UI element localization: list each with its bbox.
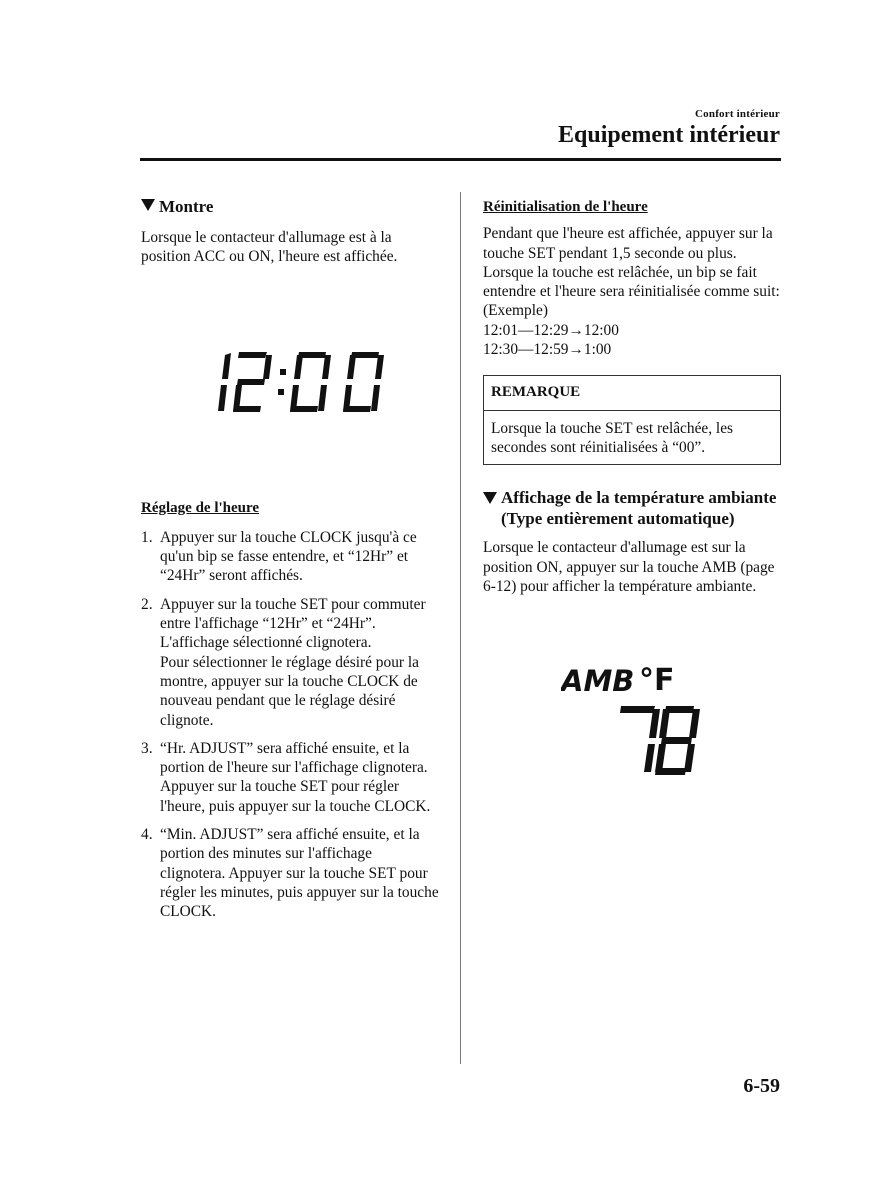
note-text: Lorsque la touche SET est relâchée, les secondes sont réinitialisées à “00”.	[491, 419, 734, 456]
section-category: Confort intérieur	[695, 108, 780, 120]
temperature-heading	[483, 487, 783, 529]
example-label: (Exemple)	[483, 302, 548, 320]
amb-value-digits	[620, 706, 700, 775]
page-number: 6-59	[743, 1075, 780, 1097]
step-text: Appuyer sur la touche CLOCK jusqu'à ce qu'un bip se fasse entendre, et “12Hr” et “24Hr” seront affichés.	[160, 528, 417, 585]
left-column	[141, 196, 441, 931]
amb-unit: °F	[639, 663, 675, 699]
right-column	[483, 196, 783, 776]
reset-heading: Réinitialisation de l'heure	[483, 199, 648, 215]
reset-text: Pendant que l'heure est affichée, appuyer sur la touche SET pendant 1,5 seconde ou plus. Lorsque la touche est relâchée, un bip se fait entendre et l'heure sera réinitialisée comme suit:	[483, 225, 780, 301]
step-number: 3.	[141, 739, 153, 757]
clock-heading	[141, 196, 441, 217]
step-text-continued: Pour sélectionner le réglage désiré pour la montre, appuyer sur la touche CLOCK de nouveau pendant que le réglage désiré clignote.	[160, 653, 419, 729]
temperature-text: Lorsque le contacteur d'allumage est sur la position ON, appuyer sur la touche AMB (page 6-12) pour afficher la température ambiante.	[483, 539, 775, 595]
page-title: Equipement intérieur	[558, 122, 780, 148]
clock-heading-text: Montre	[159, 197, 214, 216]
step-text: Appuyer sur la touche SET pour commuter entre l'affichage “12Hr” et “24Hr”. L'affichage sélectionné clignotera.	[160, 595, 426, 652]
step-number: 1.	[141, 528, 153, 546]
clock-display-illustration	[211, 349, 391, 415]
temperature-heading-text: Affichage de la température ambiante (Type entièrement automatique)	[501, 488, 777, 529]
step-number: 4.	[141, 826, 153, 844]
clock-intro: Lorsque le contacteur d'allumage est à la position ACC ou ON, l'heure est affichée.	[141, 229, 398, 266]
triangle-down-icon	[483, 492, 497, 504]
time-setting-heading: Réglage de l'heure	[141, 499, 260, 516]
note-box	[483, 375, 781, 465]
triangle-down-icon	[141, 199, 155, 211]
list-item	[141, 739, 441, 816]
list-item	[141, 595, 441, 730]
header-rule	[140, 158, 781, 161]
time-setting-steps	[141, 528, 441, 922]
list-item	[141, 825, 441, 921]
note-title: REMARQUE	[484, 376, 780, 410]
step-text: “Min. ADJUST” sera affiché ensuite, et la portion des minutes sur l'affichage clignotera. Appuyer sur la touche SET pour régler les minutes, puis appuyer sur la touche CLOCK.	[160, 826, 439, 921]
example-line-2: 12:30―12:59→1:00	[483, 341, 612, 359]
example-line-1: 12:01―12:29→12:00	[483, 321, 619, 339]
column-divider	[460, 192, 461, 1064]
step-text: “Hr. ADJUST” sera affiché ensuite, et la portion de l'heure sur l'affichage clignotera. Appuyer sur la touche SET pour régler l'heure, puis appuyer sur la touche CLOCK.	[160, 739, 431, 815]
step-number: 2.	[141, 595, 153, 613]
amb-label: AMB	[561, 664, 635, 699]
ambient-temperature-display-illustration	[561, 656, 701, 776]
list-item	[141, 528, 441, 586]
